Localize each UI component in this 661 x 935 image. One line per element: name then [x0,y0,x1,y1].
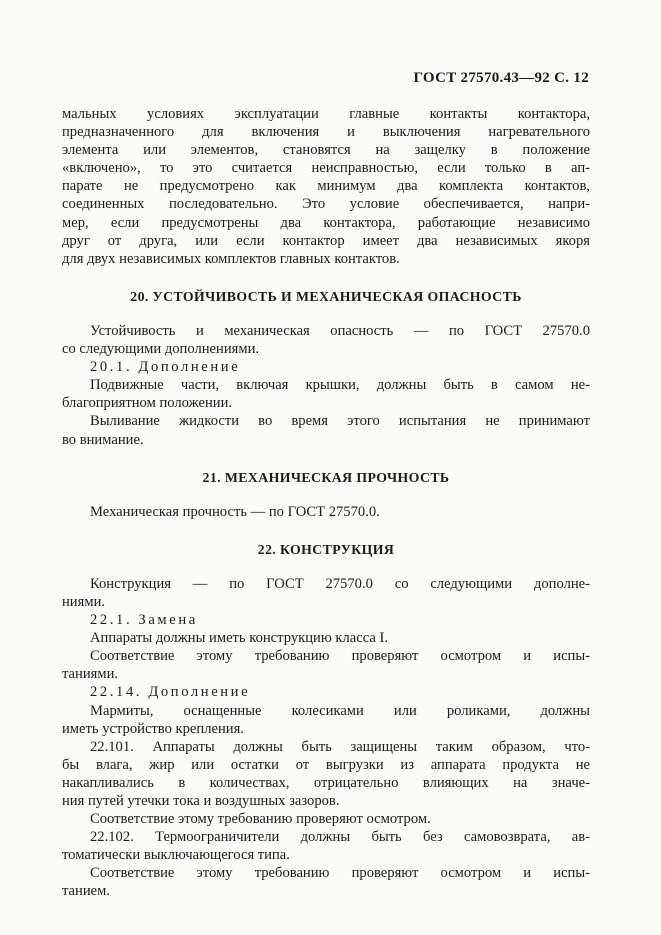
text-line: Аппараты должны иметь конструкцию класса I. [90,630,388,647]
text-line: Конструкция — по ГОСТ 27570.0 со следующими дополне- [90,575,590,592]
section-20-heading: 20. УСТОЙЧИВОСТЬ И МЕХАНИЧЕСКАЯ ОПАСНОСТЬ [130,288,522,304]
text-line: друг от друга, или если контактор имеет два независимых якоря [62,232,590,249]
text-line: ниями. [62,593,106,610]
text-line: бы влага, жир или остатки от выгрузки из аппарата продукта не [62,756,590,773]
subsection-22-1: 22.1. Замена [90,612,198,629]
text-line: Соответствие этому требованию проверяют осмотром. [90,811,431,828]
text-line: танием. [62,883,111,900]
text-line: для двух независимых комплектов главных контактов. [62,250,400,267]
text-line: ния путей утечки тока и воздушных зазоров. [62,793,340,809]
text-line: соединенных последовательно. Это условие обеспечивается, напри- [62,196,590,213]
text-line: Механическая прочность — по ГОСТ 27570.0. [90,503,380,520]
text-line: 22.101. Аппараты должны быть защищены таким образом, что- [90,738,590,755]
text-line: Соответствие этому требованию проверяют осмотром и испы- [90,865,590,882]
text-line: 22.102. Термоограничители должны быть без самовозврата, ав- [90,829,590,846]
text-line: предназначенного для включения и выключения нагревательного [62,124,590,141]
subsection-20-1: 20.1. Дополнение [90,359,241,376]
text-line: элемента или элементов, становятся на защелку в положение [62,142,590,159]
text-line: «включено», то это считается неисправностью, если только в ап- [62,160,590,177]
text-line: мальных условиях эксплуатации главные контакты контактора, [62,106,590,122]
section-21-heading: 21. МЕХАНИЧЕСКАЯ ПРОЧНОСТЬ [202,469,450,485]
subsection-22-14: 22.14. Дополнение [90,684,251,701]
text-line: Соответствие этому требованию проверяют осмотром и испы- [90,648,590,665]
text-line: Выливание жидкости во время этого испытания не принимают [90,413,590,430]
text-line: благоприятном положении. [62,395,233,412]
text-line: иметь устройство крепления. [62,720,244,737]
document-body [62,105,590,901]
text-line: Устойчивость и механическая опасность — по ГОСТ 27570.0 [90,322,590,339]
intro-paragraph [62,105,590,268]
text-line: во внимание. [62,431,144,448]
section-22-heading: 22. КОНСТРУКЦИЯ [257,541,395,557]
page-header: ГОСТ 27570.43—92 С. 12 [413,70,589,86]
text-line: томатически выключающегося типа. [62,847,290,864]
text-line: таниями. [62,666,119,683]
text-line: Мармиты, оснащенные колесиками или роликами, должны [90,702,590,719]
text-line: Подвижные части, включая крышки, должны быть в самом не- [90,377,590,394]
text-line: мер, если предусмотрены два контактора, работающие независимо [62,214,590,231]
text-line: со следующими дополнениями. [62,341,260,358]
text-line: парате не предусмотрено как минимум два комплекта контактов, [62,178,590,195]
text-line: накапливались в количествах, отрицательно влияющих на значе- [62,774,590,791]
